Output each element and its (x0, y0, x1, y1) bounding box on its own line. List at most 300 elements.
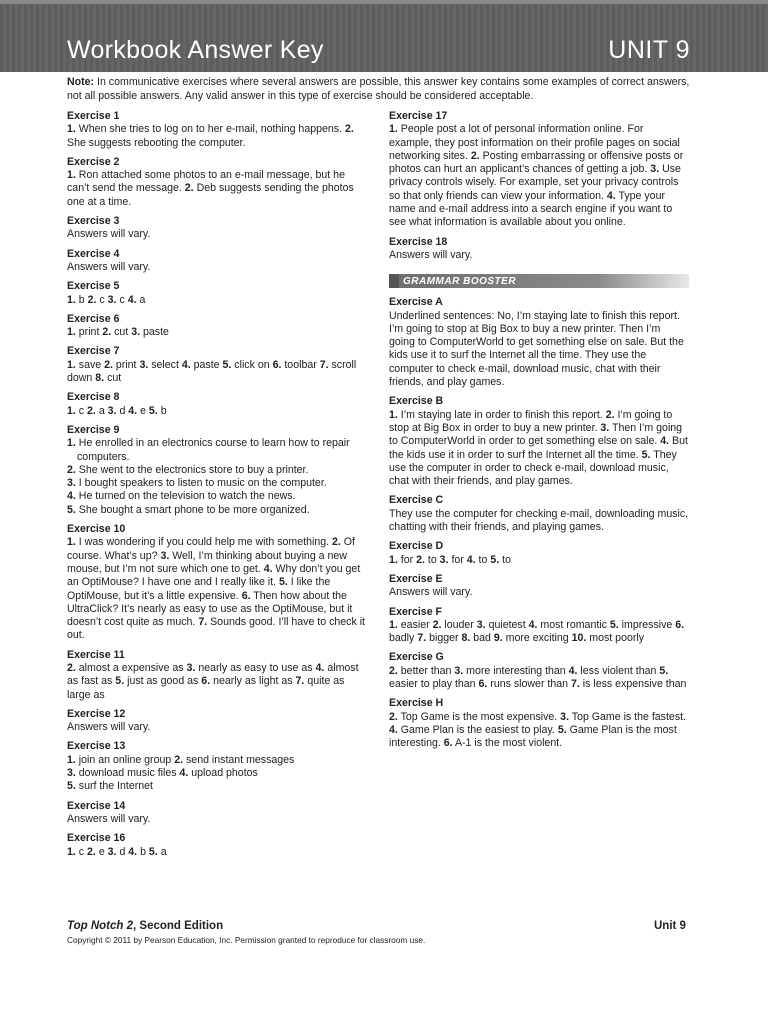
answer-text: They use the computer in order to check e-mail, download music, chat with their friends, and play games. (389, 448, 677, 488)
exercise-block (67, 800, 365, 827)
answer-text: almost as fast as (67, 661, 359, 688)
answer-item (67, 477, 365, 490)
answer-number: 4. (127, 293, 137, 306)
answer-item (67, 437, 365, 464)
answer-text: a (136, 293, 146, 306)
answer-text: almost a expensive as (75, 661, 187, 674)
answer-text: Answers will vary. (389, 248, 473, 261)
answer-number: 2. (102, 326, 112, 339)
answer-number: 1. (67, 293, 76, 306)
answer-number: 1. (67, 404, 76, 417)
answer-text: most poorly (586, 632, 645, 645)
answer-number: 8. (95, 372, 105, 385)
answer-number: 7. (417, 632, 427, 645)
answer-text: Why don’t you get an OptiMouse? I have one and I really like it. (67, 562, 361, 589)
answer-text: c (96, 293, 108, 306)
exercise-block (389, 651, 689, 691)
answer-number: 2. (432, 618, 442, 631)
answer-item (479, 678, 571, 690)
answer-text: b (75, 293, 88, 306)
answer-number: 5. (67, 780, 76, 793)
answer-number: 4. (179, 767, 189, 780)
answer-item (389, 554, 416, 566)
answer-item (88, 294, 108, 306)
answer-item (67, 780, 365, 793)
answer-text: d (116, 404, 129, 417)
answer-number: 4. (606, 189, 616, 202)
exercise-block (389, 395, 689, 488)
answer-text: paste (190, 358, 223, 371)
exercise-block (389, 540, 689, 567)
answer-number: 3. (560, 710, 570, 723)
answer-number: 4. (67, 490, 76, 503)
answer-item (104, 359, 139, 371)
exercise-title: Exercise F (389, 605, 443, 618)
exercise-title: Exercise 18 (389, 235, 448, 248)
answer-text: toolbar (281, 358, 320, 371)
exercise-title: Exercise H (389, 697, 444, 710)
answer-number: 1. (389, 553, 398, 566)
answer-number: 5. (279, 576, 288, 589)
exercise-block (389, 697, 689, 750)
answer-item (139, 359, 181, 371)
answer-item (389, 586, 472, 598)
answer-text: They use the computer for checking e-mail, downloading music, chatting with their friends, and playing games. (389, 507, 689, 534)
answer-text: scroll down (67, 358, 357, 385)
answer-text: She suggests rebooting the computer. (67, 136, 246, 149)
exercise-block (67, 248, 365, 275)
answer-number: 2. (174, 753, 184, 766)
exercise-block (67, 391, 365, 418)
answer-item (569, 665, 660, 677)
answer-number: 9. (493, 632, 503, 645)
answer-number: 2. (389, 710, 398, 723)
exercise-answers (389, 508, 689, 535)
exercise-answers (67, 721, 365, 734)
answer-text: send instant messages (183, 753, 295, 766)
answer-text: print (112, 358, 140, 371)
right-column-bottom (389, 296, 689, 750)
answer-text: c (75, 404, 88, 417)
answer-number: 2. (332, 536, 341, 549)
answer-number: 7. (295, 675, 305, 688)
answer-number: 2. (344, 123, 354, 136)
answer-text: Of course. What’s up? (67, 536, 355, 562)
answer-item (67, 754, 365, 767)
exercise-title: Exercise C (389, 494, 444, 507)
exercise-title: Exercise D (389, 540, 444, 553)
exercise-block (389, 296, 689, 389)
exercise-title: Exercise 1 (67, 110, 120, 122)
answer-number: 5. (659, 664, 669, 677)
answer-text: Answers will vary. (67, 260, 151, 273)
answer-number: 3. (650, 163, 660, 176)
exercise-answers (67, 813, 365, 826)
answer-item (67, 326, 102, 338)
exercise-block (67, 832, 365, 859)
answer-item (433, 619, 477, 631)
answer-item (67, 405, 87, 417)
answer-number: 4. (568, 664, 578, 677)
exercise-title: Exercise 10 (67, 523, 126, 536)
exercise-answers (389, 554, 689, 567)
answer-number: 3. (600, 421, 610, 434)
note-label: Note: (67, 76, 95, 88)
answer-item (454, 665, 568, 677)
answer-item (67, 846, 87, 858)
footer-book-title (67, 920, 223, 932)
answer-text: Answers will vary. (67, 228, 151, 241)
answer-number: 1. (67, 845, 76, 858)
answer-text: I’m going to stop at Big Box in order to buy a new printer. (389, 408, 673, 434)
answer-item (389, 310, 684, 388)
answer-text: bad (470, 632, 494, 645)
answer-item (389, 665, 454, 677)
answer-text: When she tries to log on to her e-mail, nothing happens. (75, 123, 345, 136)
answer-number: 5. (67, 503, 76, 516)
answer-item (87, 846, 108, 858)
answer-item (389, 711, 560, 723)
answer-item (389, 724, 558, 736)
exercise-title: Exercise 5 (67, 280, 120, 293)
exercise-title: Exercise 6 (67, 312, 120, 325)
answer-number: 2. (87, 293, 97, 306)
answer-item (467, 554, 491, 566)
answer-text: d (116, 845, 129, 858)
exercise-title: Exercise 8 (67, 391, 120, 404)
answer-text: Game Plan is the most interesting. (389, 723, 677, 750)
answer-item (67, 359, 104, 371)
answer-number: 3. (139, 358, 149, 371)
answer-number: 2. (67, 463, 76, 476)
answer-item (128, 405, 149, 417)
answer-item (67, 813, 150, 825)
exercise-answers (67, 326, 365, 339)
answer-number: 3. (67, 767, 76, 780)
answer-text: Answers will vary. (67, 721, 151, 734)
answer-text: just as good as (124, 675, 202, 688)
answer-text: c (116, 293, 128, 306)
answer-text: to (424, 553, 440, 566)
answer-number: 7. (198, 616, 208, 629)
answer-number: 4. (528, 618, 538, 631)
exercise-block (67, 215, 365, 242)
answer-number: 5. (557, 723, 567, 736)
answer-item (461, 632, 493, 644)
answer-text: She went to the electronics store to buy a printer. (75, 463, 309, 476)
answer-text: I like the OptiMouse, but it’s a little expensive. (67, 576, 331, 602)
answer-text: upload photos (188, 767, 258, 780)
answer-number: 6. (201, 675, 211, 688)
answer-item (389, 508, 688, 533)
answer-number: 3. (131, 326, 141, 339)
exercise-block (67, 156, 365, 209)
answer-number: 1. (67, 536, 76, 549)
answer-text: A-1 is the most violent. (452, 737, 563, 750)
answer-text: bigger (426, 632, 462, 645)
answer-text: Top Game is the fastest. (569, 710, 686, 723)
answer-text: more exciting (502, 632, 572, 645)
exercise-title: Exercise 12 (67, 707, 126, 720)
answer-text: join an online group (75, 753, 175, 766)
answer-item (131, 326, 169, 338)
answer-number: 7. (570, 677, 580, 690)
answer-number: 3. (476, 618, 486, 631)
answer-number: 1. (389, 123, 398, 136)
answer-text: badly (389, 632, 418, 645)
answer-text: nearly as easy to use as (195, 661, 316, 674)
answer-item (416, 554, 440, 566)
answer-text: quietest (485, 618, 529, 631)
answer-number: 3. (67, 477, 76, 490)
answer-item (571, 678, 686, 690)
answer-text: Answers will vary. (67, 812, 151, 825)
answer-text: Sounds good. I’ll have to check it out. (67, 616, 365, 642)
answer-text: Deb suggests sending the photos one at a time. (67, 182, 354, 208)
exercise-block (389, 494, 689, 534)
book-edition: , Second Edition (133, 920, 224, 932)
answer-text: He enrolled in an electronics course to learn how to repair computers. (75, 437, 350, 463)
answer-item (67, 228, 150, 240)
exercise-answers (67, 405, 365, 418)
answer-text: more interesting than (463, 664, 569, 677)
answer-text: He turned on the television to watch the news. (75, 490, 296, 503)
answer-item (67, 490, 365, 503)
answer-item (67, 123, 345, 135)
answer-number: 1. (67, 123, 76, 136)
exercise-answers (389, 586, 689, 599)
answer-text: better than (397, 664, 455, 677)
exercise-answers (389, 310, 689, 390)
right-column (389, 110, 689, 756)
exercise-block (67, 280, 365, 307)
copyright-notice: Copyright © 2011 by Pearson Education, Inc. Permission granted to reproduce for classroom use. (67, 935, 426, 945)
answer-number: 4. (389, 723, 398, 736)
answer-number: 8. (461, 632, 471, 645)
answer-item (67, 721, 150, 733)
answer-item (128, 846, 149, 858)
answer-item (149, 846, 167, 858)
answer-number: 2. (87, 845, 96, 858)
answer-number: 1. (67, 169, 76, 182)
exercise-answers (67, 359, 365, 386)
answer-number: 10. (571, 632, 587, 645)
exercise-title: Exercise 7 (67, 345, 120, 358)
answer-text: click on (231, 358, 273, 371)
exercise-block (389, 573, 689, 600)
book-title: Top Notch 2 (67, 920, 134, 932)
exercise-answers (67, 536, 365, 642)
grammar-booster-square (389, 274, 399, 288)
left-column (67, 110, 365, 865)
answer-number: 1. (67, 358, 76, 371)
answer-item (572, 632, 644, 644)
answer-item (187, 662, 316, 674)
answer-text: People post a lot of personal information online. For example, they post information on their profile pages on social networking sites. (389, 123, 680, 162)
right-column-top (389, 110, 689, 262)
answer-number: 3. (107, 293, 117, 306)
grammar-booster-label: GRAMMAR BOOSTER (403, 276, 517, 288)
answer-item (560, 711, 686, 723)
answer-item (67, 767, 365, 780)
answer-text: less violent than (577, 664, 660, 677)
exercise-answers (67, 228, 365, 241)
answer-text: runs slower than (487, 677, 571, 690)
exercise-title: Exercise 9 (67, 423, 120, 436)
exercise-answers (389, 123, 689, 229)
answer-number: 2. (87, 404, 96, 417)
answer-number: 3. (439, 553, 449, 566)
answer-text: Posting embarrassing or offensive posts or photos can hurt an applicant’s chances of getting a job. (389, 149, 684, 176)
answer-item (108, 846, 129, 858)
exercise-title: Exercise 4 (67, 247, 120, 260)
answer-text: Underlined sentences: No, I’m staying late to finish this report. I’m going to stop at Big Box to buy a new printer. Then I’m going to ComputerWorld to get something else on sale. But the kids use it to surf the Internet all the time. They use the computer to check e-mail, download music, chat with their friends, and play games. (389, 309, 684, 389)
answer-number: 2. (416, 553, 425, 566)
answer-number: 6. (478, 677, 488, 690)
answer-number: 5. (148, 845, 158, 858)
answer-number: 2. (389, 664, 398, 677)
answer-text: easier (397, 618, 433, 631)
answer-text: She bought a smart phone to be more organized. (75, 503, 310, 516)
answer-number: 1. (67, 753, 76, 766)
answer-item (102, 326, 131, 338)
answer-item (201, 675, 295, 687)
answer-number: 1. (67, 437, 76, 450)
exercise-block (67, 740, 365, 793)
exercise-answers (67, 662, 365, 702)
exercise-title: Exercise 3 (67, 215, 120, 228)
answer-item (67, 662, 187, 674)
answer-number: 7. (319, 358, 329, 371)
answer-item (87, 405, 108, 417)
answer-text: I bought speakers to listen to music on the computer. (75, 477, 327, 490)
answer-number: 6. (272, 358, 282, 371)
answer-text: for (397, 553, 417, 566)
answer-number: 3. (454, 664, 464, 677)
answer-text: is less expensive than (579, 677, 687, 690)
exercise-answers (67, 437, 365, 517)
answer-text: Well, I’m thinking about buying a new mouse, but I’m not sure which one to get. (67, 549, 347, 575)
answer-text: e (95, 845, 108, 858)
answer-number: 2. (605, 408, 615, 421)
answer-number: 4. (128, 845, 138, 858)
answer-number: 3. (107, 404, 117, 417)
answer-item (67, 261, 150, 273)
answer-item (490, 554, 511, 566)
answer-item (494, 632, 572, 644)
answer-item (273, 359, 320, 371)
exercise-title: Exercise E (389, 572, 443, 585)
answer-number: 4. (181, 358, 191, 371)
exercise-title: Exercise 17 (389, 110, 448, 122)
answer-text: save (75, 358, 105, 371)
answer-text: Type your name and e-mail address into a search engine if you want to see what information is available about you online. (389, 189, 673, 229)
unit-label: UNIT 9 (608, 36, 690, 64)
answer-item (610, 619, 675, 631)
exercise-answers (67, 294, 365, 307)
exercise-block (67, 708, 365, 735)
exercise-answers (67, 754, 365, 794)
note-text: In communicative exercises where several answers are possible, this answer key contains some examples of correct answers, not all possible answers. Any valid answer in this type of exercise should be considered acceptable. (67, 76, 690, 102)
answer-number: 2. (67, 661, 76, 674)
answer-item (67, 464, 365, 477)
answer-number: 6. (675, 618, 685, 631)
exercise-title: Exercise A (389, 296, 443, 309)
answer-number: 4. (128, 404, 138, 417)
exercise-answers (67, 123, 365, 150)
answer-number: 2. (184, 182, 194, 195)
answer-number: 1. (389, 618, 398, 631)
answer-item (149, 405, 167, 417)
answer-item (417, 632, 461, 644)
answer-text: impressive (618, 618, 676, 631)
answer-number: 5. (490, 553, 500, 566)
answer-text: most romantic (537, 618, 610, 631)
answer-number: 5. (222, 358, 232, 371)
exercise-block (67, 424, 365, 517)
answer-item (389, 619, 433, 631)
answer-item (95, 372, 121, 384)
answer-number: 6. (241, 589, 251, 602)
answer-number: 3. (160, 549, 170, 562)
note-paragraph (67, 76, 697, 103)
answer-number: 4. (315, 661, 325, 674)
answer-number: 2. (104, 358, 113, 371)
answer-item (182, 359, 223, 371)
answer-number: 5. (115, 675, 125, 688)
exercise-answers (67, 169, 365, 209)
exercise-answers (67, 846, 365, 859)
answer-text: easier to play than (389, 677, 479, 690)
answer-text: print (75, 326, 103, 339)
exercise-block (67, 345, 365, 385)
answer-text: c (75, 845, 88, 858)
answer-item (440, 554, 467, 566)
answer-text: a (95, 404, 108, 417)
answer-text: to (475, 553, 491, 566)
answer-text: b (137, 845, 149, 858)
exercise-title: Exercise 2 (67, 155, 120, 168)
answer-text: Then I’m going to ComputerWorld in order to get something else on sale. (389, 421, 683, 448)
answer-text: I was wondering if you could help me with something. (75, 536, 332, 549)
answer-item (389, 249, 472, 261)
answer-text: cut (111, 326, 132, 339)
answer-text: Top Game is the most expensive. (397, 710, 561, 723)
exercise-answers (389, 249, 689, 262)
answer-number: 3. (107, 845, 117, 858)
answer-text: to (499, 553, 511, 566)
answer-item (444, 737, 562, 749)
answer-number: 4. (466, 553, 476, 566)
answer-text: louder (441, 618, 477, 631)
answer-item (529, 619, 610, 631)
answer-item (67, 536, 332, 548)
answer-item (477, 619, 529, 631)
answer-text: quite as large as (67, 675, 345, 701)
answer-item (67, 504, 365, 517)
grammar-booster-bar (389, 274, 689, 288)
exercise-title: Exercise 11 (67, 648, 125, 661)
exercise-block (389, 110, 689, 230)
answer-number: 1. (67, 326, 76, 339)
exercise-title: Exercise 16 (67, 832, 126, 845)
answer-text: download music files (75, 767, 180, 780)
answer-text: nearly as light as (210, 675, 296, 688)
exercise-answers (389, 711, 689, 751)
answer-text: cut (104, 372, 122, 385)
answer-text: paste (140, 326, 169, 339)
answer-text: for (448, 553, 467, 566)
